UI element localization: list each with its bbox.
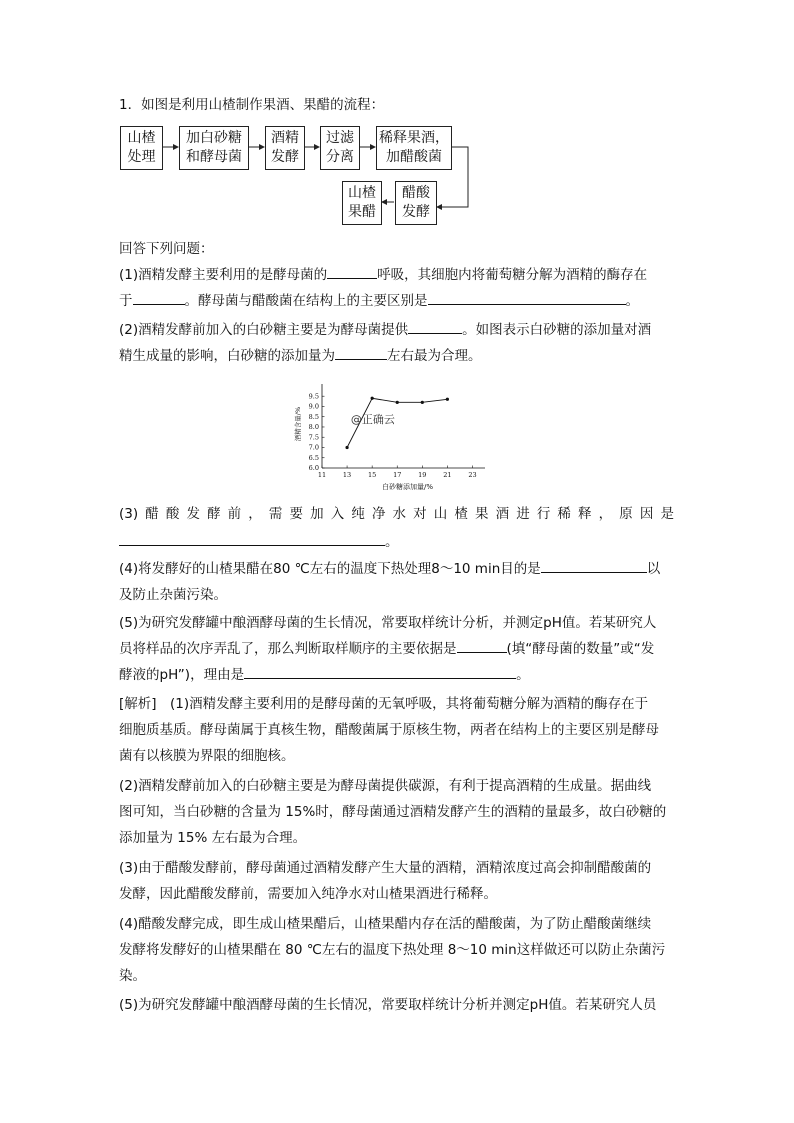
q3-char: ，: [248, 506, 262, 522]
flow-box-text: 山楂: [348, 185, 376, 201]
analysis-line: 图可知，当白砂糖的含量为 15%时，酵母菌通过酒精发酵产生的酒精的量最多，故白砂糖的: [119, 804, 667, 820]
q4-text: (4)将发酵好的山楂果醋在80 ℃左右的温度下热处理8～10 min目的是: [119, 561, 541, 577]
q3-char: 因: [639, 506, 654, 522]
flow-box-text: 加醋酸菌: [386, 149, 442, 165]
q3-char: 净: [371, 506, 386, 522]
q3-char: 醋: [145, 506, 159, 522]
x-tick-label: 23: [468, 471, 477, 479]
y-axis-label: 酒精含量/%: [294, 406, 302, 442]
data-point: [396, 401, 399, 404]
q3-char: (3): [119, 506, 139, 522]
x-axis-label: 白砂糖添加量/%: [381, 483, 434, 491]
q3-char: 对: [413, 506, 427, 522]
q2-text: 。如图表示白砂糖的添加量对酒: [462, 322, 652, 338]
x-tick-label: 11: [317, 471, 327, 479]
q3-char: 果: [474, 506, 489, 522]
q5-text: 员将样品的次序弄乱了，那么判断取样顺序的主要依据是: [119, 641, 457, 657]
flow-box-text: 分离: [326, 149, 354, 165]
analysis-line: 添加量为 15% 左右最为合理。: [119, 830, 307, 846]
q2-blank-2[interactable]: [335, 347, 387, 360]
flow-box-text: 发酵: [271, 149, 299, 165]
q3-char: 前: [227, 506, 242, 522]
x-tick-label: 15: [368, 471, 377, 479]
q5-blank-2[interactable]: [244, 666, 516, 679]
q3-text: 。: [385, 534, 399, 550]
q4-blank[interactable]: [541, 560, 647, 573]
analysis-line: 染。: [119, 968, 146, 984]
flow-box-text: 稀释果酒，: [379, 130, 449, 146]
q5-text: 酵液的pH”)，理由是: [119, 667, 245, 683]
q3-char: 纯: [351, 506, 365, 522]
q3-char: 要: [289, 506, 303, 522]
y-tick-label: 9.5: [308, 392, 319, 401]
x-tick-label: 21: [443, 471, 452, 479]
q3-char: 水: [392, 506, 407, 522]
q3-char: 进: [516, 506, 530, 522]
flow-box-text: 加白砂糖: [186, 130, 242, 146]
q2-blank-1[interactable]: [408, 321, 462, 334]
q4-text: 以: [646, 561, 661, 577]
watermark-text: @正确云: [350, 412, 395, 426]
analysis-line: [解析] (1)酒精发酵主要利用的是酵母菌的无氧呼吸，其将葡萄糖分解为酒精的酶存在于: [119, 696, 649, 712]
data-point: [446, 398, 449, 401]
analysis-line: 细胞质基质。酵母菌属于真核生物，醋酸菌属于原核生物，两者在结构上的主要区别是酵母: [119, 722, 659, 738]
flow-box-text: 过滤: [326, 130, 354, 146]
data-point: [345, 446, 348, 449]
flow-box-text: 和酵母菌: [186, 149, 242, 165]
flow-box-text: 发酵: [402, 204, 430, 220]
sugar-alcohol-chart: [290, 380, 500, 495]
y-tick-label: 8.5: [308, 412, 319, 421]
question-3-line1: [119, 505, 674, 523]
q3-char: 发: [186, 506, 200, 522]
analysis-line: (5)为研究发酵罐中酿酒酵母菌的生长情况，常要取样统计分析并测定pH值。若某研究人员: [119, 997, 657, 1013]
analysis-line: (2)酒精发酵前加入的白砂糖主要是为酵母菌提供碳源，有利于提高酒精的生成量。据曲线: [119, 778, 652, 794]
q5-text: (填“酵母菌的数量”或“发: [506, 641, 655, 657]
q3-char: 释: [578, 506, 592, 522]
q1-text: 于: [119, 293, 133, 309]
x-tick-label: 13: [342, 471, 352, 479]
q3-char: 行: [536, 506, 551, 522]
q1-text: 。酵母菌与醋酸菌在结构上的主要区别是: [184, 293, 428, 309]
q3-char: 稀: [557, 506, 571, 522]
data-point: [421, 401, 424, 404]
q3-char: 需: [268, 506, 283, 522]
q1-text: 呼吸，其细胞内将葡萄糖分解为酒精的酶存在: [377, 267, 648, 283]
flow-box-text: 醋酸: [402, 185, 430, 201]
q3-char: 楂: [454, 506, 468, 522]
question-2-line2: [119, 347, 482, 365]
flow-box-text: 果醋: [348, 204, 376, 220]
y-tick-label: 9.0: [308, 402, 319, 411]
analysis-line: (4)醋酸发酵完成，即生成山楂果醋后，山楂果醋内存在活的醋酸菌，为了防止醋酸菌继续: [119, 916, 652, 932]
q1-blank-3[interactable]: [428, 292, 626, 305]
q3-char: 酸: [165, 506, 180, 522]
y-tick-label: 8.0: [308, 423, 319, 432]
q3-char: 原: [619, 506, 633, 522]
data-point: [371, 397, 374, 400]
question-2-line1: [119, 321, 651, 339]
question-1-line1: [119, 266, 647, 284]
x-tick-label: 17: [393, 471, 402, 479]
y-tick-label: 6.5: [308, 453, 319, 462]
y-tick-label: 7.5: [308, 433, 319, 442]
y-tick-label: 7.0: [308, 443, 319, 452]
flow-arrows: [0, 0, 794, 240]
q1-text: 。: [625, 293, 639, 309]
x-tick-label: 19: [418, 471, 427, 479]
question-4-line1: [119, 560, 660, 578]
flow-box-text: 山楂: [127, 130, 156, 146]
q3-char: 酒: [495, 506, 510, 522]
question-intro: 1．如图是利用山楂制作果酒、果醋的流程：: [119, 97, 385, 113]
q2-text: (2)酒精发酵前加入的白砂糖主要是为酵母菌提供: [119, 322, 409, 338]
q1-text: (1)酒精发酵主要利用的是酵母菌的: [119, 267, 328, 283]
analysis-line: (3)由于醋酸发酵前，酵母菌通过酒精发酵产生大量的酒精，酒精浓度过高会抑制醋酸菌的: [119, 860, 652, 876]
question-3-line2: [119, 533, 399, 551]
q2-text: 左右最为合理。: [387, 348, 482, 364]
q3-char: 是: [660, 506, 674, 522]
q1-blank-2[interactable]: [133, 292, 185, 305]
q5-blank-1[interactable]: [457, 640, 507, 653]
q3-spread: [119, 505, 674, 523]
question-4-line2: 及防止杂菌污染。: [119, 587, 227, 603]
analysis-line: 发酵将发酵好的山楂果醋在 80 ℃左右的温度下热处理 8～10 min这样做还可以防止杂菌污: [119, 942, 666, 958]
question-1-line2: [119, 292, 639, 310]
y-tick-label: 6.0: [308, 464, 319, 473]
analysis-line: 发酵，因此醋酸发酵前，需要加入纯净水对山楂果酒进行稀释。: [119, 886, 497, 902]
q3-char: ，: [598, 506, 613, 522]
flow-arrow: [437, 147, 468, 207]
q1-blank-1[interactable]: [327, 266, 377, 279]
flow-box-text: 处理: [127, 149, 156, 165]
q3-char: 山: [433, 506, 448, 522]
flow-box-text: 酒精: [271, 130, 299, 146]
q3-char: 酵: [207, 506, 221, 522]
q3-char: 入: [330, 506, 345, 522]
question-5-line2: [119, 640, 654, 658]
q3-blank[interactable]: [119, 533, 385, 546]
answer-prompt: 回答下列问题：: [119, 241, 214, 257]
q3-char: 加: [310, 506, 324, 522]
q2-text: 精生成量的影响，白砂糖的添加量为: [119, 348, 335, 364]
analysis-line: 菌有以核膜为界限的细胞核。: [119, 748, 295, 764]
q5-text: 。: [516, 667, 530, 683]
question-5-line3: [119, 666, 530, 684]
question-5-line1: (5)为研究发酵罐中酿酒酵母菌的生长情况，常要取样统计分析，并测定pH值。若某研究人: [119, 615, 657, 631]
